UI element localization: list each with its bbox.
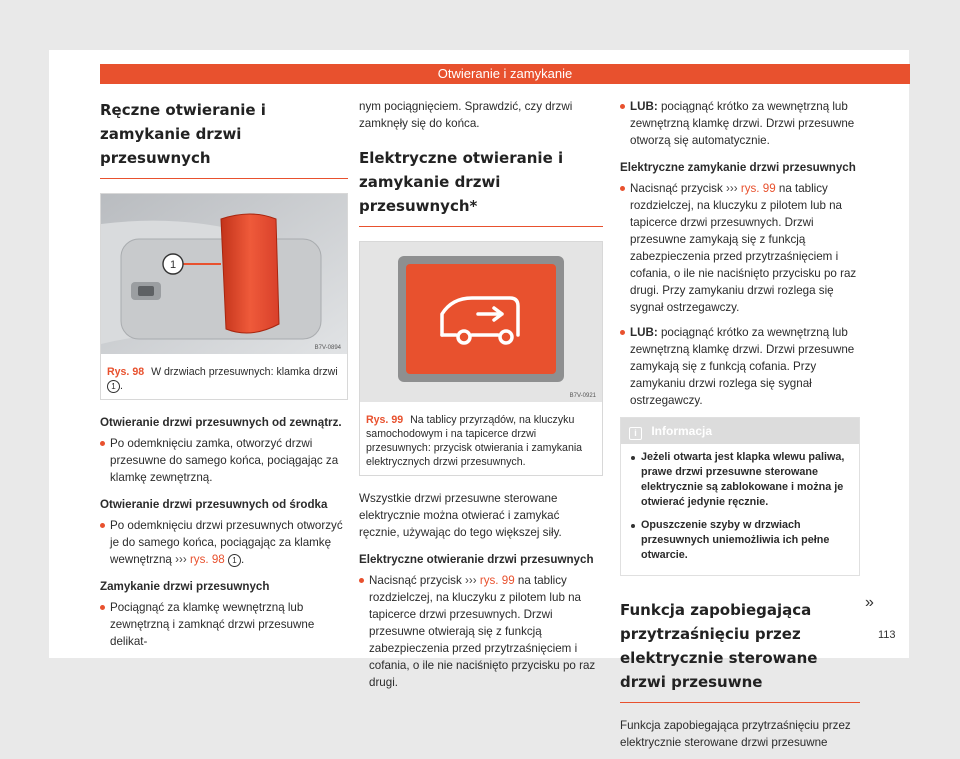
continued-text: nym pociągnięciem. Sprawdzić, czy drzwi zamknęły się do końca. (359, 100, 573, 130)
bullet-open-inside: Po odemknięciu drzwi przesuwnych otworzyć je do samego końca, pociągając za klamkę wewnętrzną ››› rys. 98 1 . (100, 517, 348, 568)
or-label: LUB: (630, 326, 658, 339)
info-box (620, 417, 860, 576)
bullet-electric-close (620, 180, 860, 316)
figure-ref: Rys. 98 (107, 366, 145, 378)
figure-caption-text: Na tablicy przyrządów, na kluczyku samochodowym i na tapicerce drzwi przesuwnych: przycisk otwierania i zamykania elektrycznych drzwi przesuwnych. (366, 414, 583, 468)
bullet-or-close (620, 324, 860, 409)
info-title: Informacja (651, 424, 713, 438)
manual-page (49, 50, 909, 749)
subheading-open-outside: Otwieranie drzwi przesuwnych od zewnątrz. (100, 416, 342, 429)
bullet-electric-open (359, 572, 603, 691)
ref-arrows: ››› (726, 182, 738, 195)
figure-caption-text: W drzwiach przesuwnych: klamka drzwi (151, 366, 338, 378)
bullet-text: pociągnąć krótko za wewnętrzną lub zewnętrzną klamkę drzwi. Drzwi przesuwne otworzą się automatycznie. (630, 100, 855, 147)
ref-link-fig99[interactable]: rys. 99 (479, 574, 515, 587)
info-bullet-fuel-flap: Jeżeli otwarta jest klapka wlewu paliwa, prawe drzwi przesuwne sterowane elektrycznie są zablokowane i można je otwierać jedynie ręcznie. (631, 450, 849, 510)
figure-ref: Rys. 99 (366, 414, 404, 426)
bullet-text: Nacisnąć przycisk (630, 182, 723, 195)
bullet-text: na tablicy rozdzielczej, na kluczyku z pilotem lub na tapicerce drzwi przesuwnych. Drzwi przesuwne zamykają się z funkcją zabezpieczenia przed przytrzaśnięciem i cofania, o ile nie naciśnięto przycisku po raz drugi. Przy zamykaniu drzwi rozlega się sygnał ostrzegawczy. (630, 182, 857, 314)
figure-99 (359, 241, 603, 476)
info-bullet-window: Opuszczenie szyby w drzwiach przesuwnych uniemożliwia ich pełne otwarcie. (631, 518, 849, 563)
continue-marker: » (865, 594, 874, 611)
page-header: Otwieranie i zamykanie (100, 64, 910, 84)
section-title-anti-pinch: Funkcja zapobiegająca przytrzaśnięciu przez elektrycznie sterowane drzwi przesuwne (620, 598, 860, 703)
page-number: 113 (878, 629, 896, 641)
info-icon: i (629, 427, 642, 440)
bullet-text: Nacisnąć przycisk (369, 574, 462, 587)
callout-marker: 1 (107, 380, 120, 393)
info-body (621, 444, 859, 575)
bullet-text: pociągnąć krótko za wewnętrzną lub zewnętrzną klamkę drzwi. Drzwi przesuwne zamykają się z funkcją cofania. Przy zamykaniu drzwi rozlega się sygnał ostrzegawczy. (630, 326, 855, 407)
paragraph-manual-override: Wszystkie drzwi przesuwne sterowane elektrycznie można otwierać i zamykać ręcznie, używając do tego większej siły. (359, 492, 562, 539)
figure-caption (360, 407, 602, 475)
ref-arrows: ››› (175, 553, 187, 566)
paragraph-anti-pinch: Funkcja zapobiegająca przytrzaśnięciu przez elektrycznie sterowane drzwi przesuwne (620, 719, 851, 749)
figure-caption: Rys. 98 W drzwiach przesuwnych: klamka drzwi 1 . (107, 366, 338, 392)
column-1 (100, 98, 348, 658)
figure-code: B7V-0921 (569, 393, 596, 399)
ref-link-fig98[interactable]: rys. 98 (189, 553, 225, 566)
info-header (621, 418, 859, 444)
figure-98 (100, 193, 348, 400)
section-title-electric: Elektryczne otwieranie i zamykanie drzwi przesuwnych* (359, 146, 603, 227)
figure-callout-1: 1 (169, 259, 177, 271)
ref-link-fig99[interactable]: rys. 99 (740, 182, 776, 195)
bullet-open-outside: Po odemknięciu zamka, otworzyć drzwi przesuwne do samego końca, pociągając za klamkę zewnętrzną. (100, 435, 348, 486)
bullet-text: Po odemknięciu drzwi przesuwnych otworzyć je do samego końca, pociągając za klamkę wewnętrzną (110, 519, 343, 566)
subheading-open-inside: Otwieranie drzwi przesuwnych od środka (100, 498, 328, 511)
subheading-close: Zamykanie drzwi przesuwnych (100, 580, 270, 593)
callout-marker: 1 (228, 554, 241, 567)
column-3 (620, 98, 860, 759)
sliding-door-button-image (360, 242, 602, 402)
bullet-close: Pociągnąć za klamkę wewnętrzną lub zewnętrzną i zamknąć drzwi przesuwne delikat- (100, 599, 348, 650)
subheading-electric-open: Elektryczne otwieranie drzwi przesuwnych (359, 553, 594, 566)
column-2 (359, 98, 603, 699)
bullet-text: na tablicy rozdzielczej, na kluczyku z pilotem lub na tapicerce drzwi przesuwnych. Drzwi przesuwne otwierają się z funkcją zabezpieczenia przed przytrzaśnięciem i cofania, o ile nie naciśnięto przycisku po raz drugi. (369, 574, 596, 689)
or-label: LUB: (630, 100, 658, 113)
bullet-or-open (620, 98, 860, 149)
figure-code: B7V-0894 (314, 345, 341, 351)
subheading-electric-close: Elektryczne zamykanie drzwi przesuwnych (620, 161, 856, 174)
section-title-manual: Ręczne otwieranie i zamykanie drzwi przesuwnych (100, 98, 348, 179)
door-handle-image (101, 194, 347, 354)
ref-arrows: ››› (465, 574, 477, 587)
